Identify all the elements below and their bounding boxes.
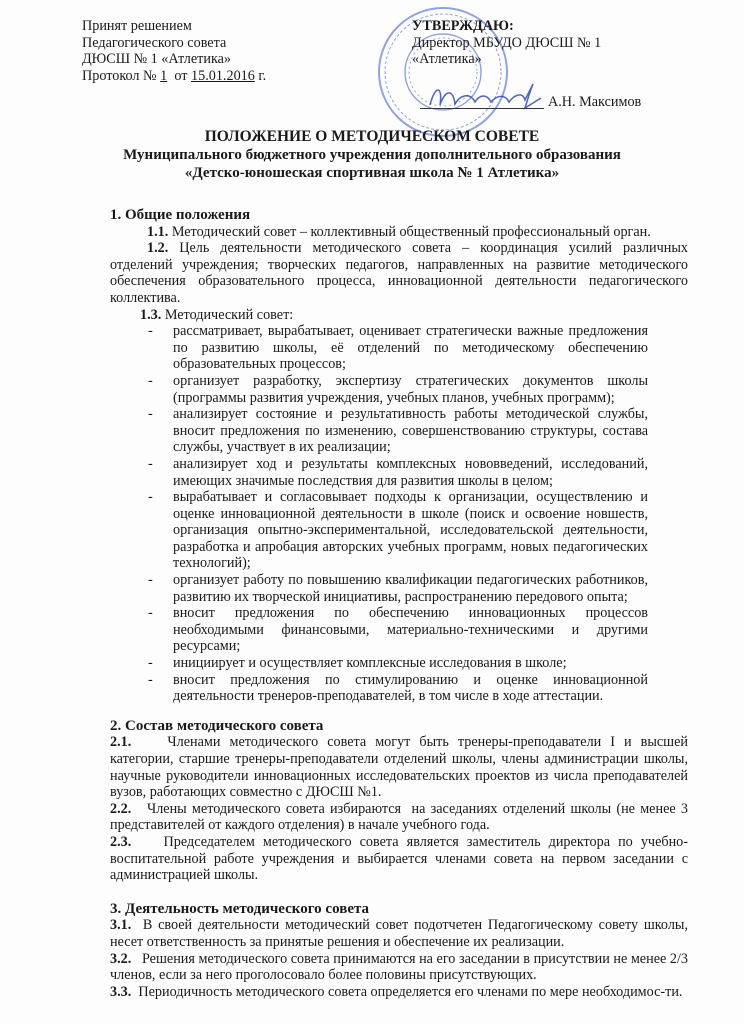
clause-text: В своей деятельности методический совет подотчетен Педагогическому совету школы, несет ответственность за принятые решения и обеспечение их реализации. (110, 917, 692, 950)
section-2 (110, 717, 692, 884)
clause-text: Методический совет: (161, 306, 294, 323)
paragraph-3-1 (110, 917, 692, 950)
document-subtitle: «Детско-юношеская спортивная школа № 1 Атлетика» (184, 165, 560, 181)
list-item: - вырабатывает и согласовывает подходы к организации, осуществлению и оценке инновационной деятельности в школе (поиск и освоение новшеств, организация опытно-экспериментальной, исследовательской деятельности, разработка и апробация авторских учебных программ, новых педагогических технологий); (148, 489, 648, 572)
protocol-mid: от (167, 67, 191, 84)
clause-number: 2.3. (110, 833, 132, 850)
paragraph-3-2 (110, 950, 692, 984)
clause-text: Председателем методического совета является заместитель директора по учебно-воспитательной работе учреждения и выбирается членами совета на первом заседании с администрацией школы. (110, 833, 692, 884)
list-item: - рассматривает, вырабатывает, оценивает стратегически важные предложения по развитию школы, её отделений по методическому обеспечению образовательных процессов; (148, 323, 648, 373)
list-item: - организует работу по повышению квалификации педагогических работников, развитию их творческой инициативы, распространению передового опыта; (148, 572, 648, 605)
signer-name: А.Н. Максимов (548, 94, 642, 110)
paragraph-1-1 (110, 224, 688, 241)
protocol-number: 1 (160, 67, 168, 84)
clause-text: Периодичность методического совета определяется его членами по мере необходимос-ти. (131, 983, 683, 1000)
clause-number: 3.1. (110, 917, 132, 934)
paragraph-2-2 (110, 800, 692, 834)
clause-text: Решения методического совета принимаются на его заседании в присутствии не менее 2/3 членов, если за него проголосовало более половины присутствующих. (110, 950, 692, 984)
list-item: - вносит предложения по обеспечению инновационных процессов необходимыми финансовыми, материально-техническими и другими ресурсами; (148, 605, 648, 655)
paragraph-2-1 (110, 734, 692, 801)
section-heading: 2. Состав методического совета (110, 717, 324, 734)
signature (425, 80, 545, 115)
approve-heading: УТВЕРЖДАЮ: (412, 18, 514, 34)
adoption-line: Принят решением (82, 18, 192, 34)
list-item: - анализирует состояние и результативность работы методической службы, вносит предложения по изменению, совершенствованию структуры, состава службы, участвует в их реализации; (148, 406, 648, 456)
protocol-date: 15.01.2016 (191, 67, 255, 84)
document-subtitle: Муниципального бюджетного учреждения дополнительного образования (123, 147, 621, 163)
list-item: - организует разработку, экспертизу стратегических документов школы (программы развития учреждения, учебных планов, учебных программ); (148, 373, 648, 406)
clause-number: 3.2. (110, 950, 132, 967)
section-1 (110, 207, 688, 705)
section-heading: 1. Общие положения (110, 207, 251, 223)
protocol-suffix: г. (254, 67, 267, 84)
clause-text: Членами методического совета могут быть тренеры-преподаватели I и высшей категории, старшие тренеры-преподаватели отделений школы, члены администрации школы, научные руководители инновационных исследовательских проектов из числа преподавателей вузов, работающих совместно с ДЮСШ №1. (110, 734, 692, 801)
section-3 (110, 900, 692, 1001)
clause-text: Цель деятельности методического совета – координация усилий различных отделений учреждения; творческих педагогов, направленных на развитие методического обеспечения образовательного процесса, инновационной деятельности педагогического коллектива. (110, 240, 688, 306)
list-item: - анализирует ход и результаты комплексных нововведений, исследований, имеющих значимые последствия для развития школы в целом; (148, 456, 648, 489)
clause-number: 1.1. (147, 223, 169, 240)
section-heading: 3. Деятельность методического совета (110, 900, 370, 917)
adoption-line: ДЮСШ № 1 «Атлетика» (82, 51, 232, 68)
director-position: Директор МБУДО ДЮСШ № 1 (412, 34, 602, 51)
protocol-line (82, 68, 266, 85)
paragraph-1-2 (110, 240, 688, 306)
council-functions-list (148, 323, 648, 705)
clause-number: 1.3. (140, 306, 162, 323)
clause-number: 2.2. (110, 800, 132, 817)
paragraph-3-3 (110, 984, 688, 1001)
list-item: - инициирует и осуществляет комплексные исследования в школе; (148, 655, 648, 672)
protocol-prefix: Протокол № (82, 67, 161, 84)
adoption-block (82, 18, 266, 84)
org-name: «Атлетика» (412, 51, 482, 68)
list-item: - вносит предложения по стимулированию и оценке инновационной деятельности тренеров-преподавателей, в том числе в ходе аттестации. (148, 672, 648, 705)
document-body (110, 207, 692, 1000)
clause-text: Члены методического совета избираются на заседаниях отделений школы (не менее 3 представителей от каждого отделения) в начале учебного года. (110, 800, 692, 834)
clause-text: Методический совет – коллективный общественный профессиональный орган. (168, 223, 651, 240)
clause-number: 3.3. (110, 983, 132, 1000)
document-title: ПОЛОЖЕНИЕ О МЕТОДИЧЕСКОМ СОВЕТЕ (204, 128, 540, 145)
adoption-line: Педагогического совета (82, 34, 227, 51)
paragraph-1-3 (110, 307, 688, 324)
clause-number: 1.2. (147, 240, 169, 257)
clause-number: 2.1. (110, 734, 132, 751)
approval-block (412, 18, 601, 68)
paragraph-2-3 (110, 833, 692, 884)
